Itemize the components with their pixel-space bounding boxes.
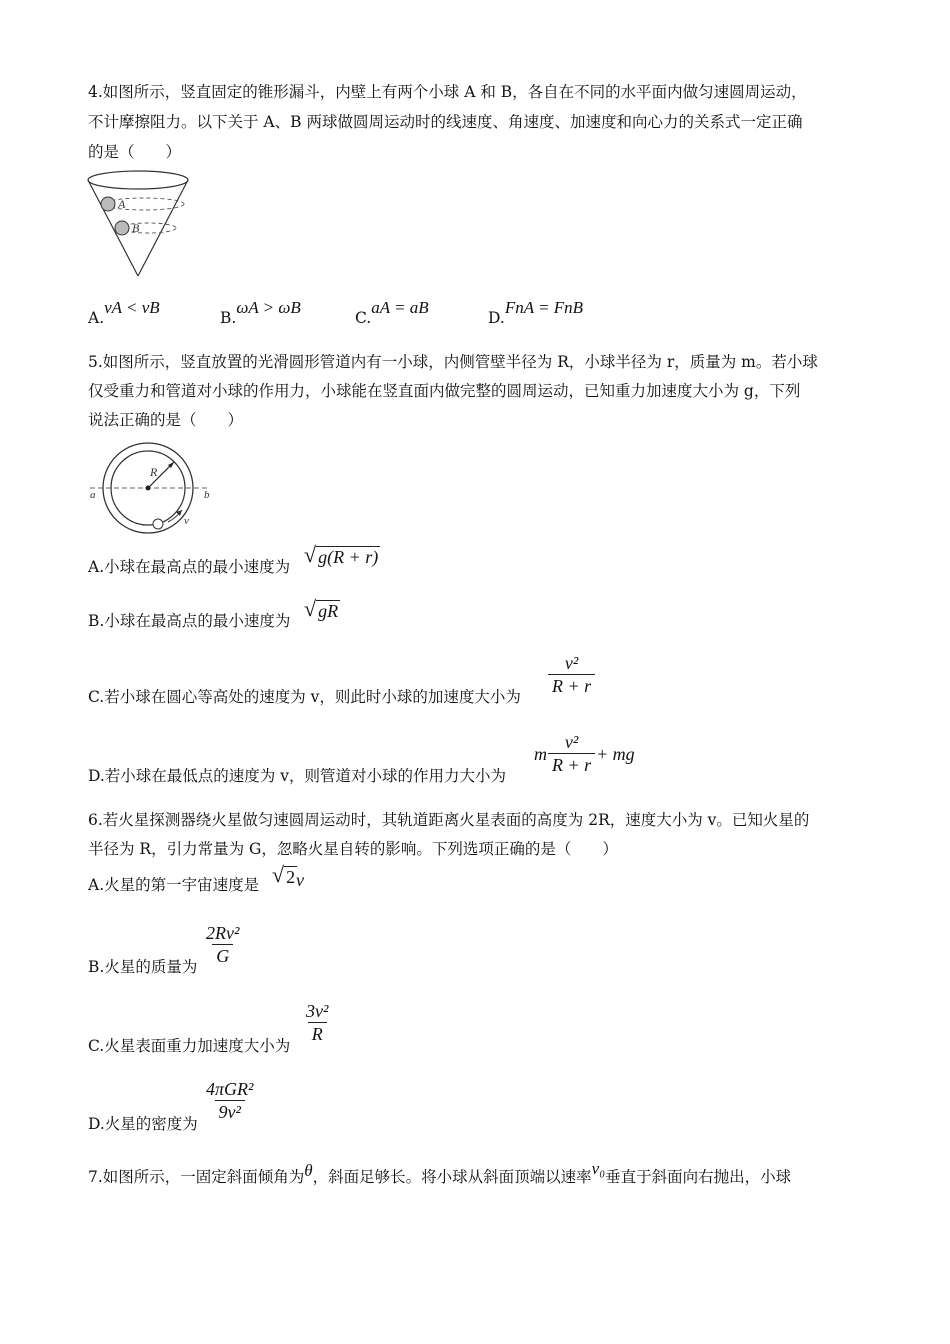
velocity-label: v <box>184 515 189 527</box>
q5-option-c-text: C.若小球在圆心等高处的速度为 v，则此时小球的加速度大小为 <box>88 688 521 706</box>
q6-option-d-fraction <box>202 1078 257 1123</box>
q6-option-a[interactable] <box>88 875 259 895</box>
q6-option-c-fraction <box>302 1000 332 1045</box>
q6-option-d-text: D.火星的密度为 <box>88 1115 198 1133</box>
ball-b-label: B <box>132 221 140 235</box>
q5-option-a-math: g(R + r) <box>318 547 379 567</box>
q4-option-c-math: aA = aB <box>371 298 429 317</box>
q5-option-b-text: B.小球在最高点的最小速度为 <box>88 612 291 630</box>
q4-text-line1: 4.如图所示，竖直固定的锥形漏斗，内壁上有两个小球 A 和 B，各自在不同的水平面内做匀速圆周运动， <box>88 83 807 101</box>
axis-a-label: a <box>90 489 96 501</box>
q4-option-a-math: vA < vB <box>104 298 160 317</box>
q6-option-a-sqrt: √ 2 <box>272 862 296 887</box>
q5-text-line2: 仅受重力和管道对小球的作用力，小球能在竖直面内做完整的圆周运动，已知重力加速度大小为 g，下列 <box>88 382 801 400</box>
q6-option-b-fraction <box>202 922 243 967</box>
q6-option-b[interactable] <box>88 957 197 977</box>
q6-option-b-text: B.火星的质量为 <box>88 958 198 976</box>
q5-text-line1: 5.如图所示，竖直放置的光滑圆形管道内有一小球，内侧管壁半径为 R，小球半径为 r，质量为 m。若小球 <box>88 353 818 371</box>
q5-option-b-math: gR <box>318 601 339 621</box>
q4-text-line3: 的是（ ） <box>88 143 182 161</box>
q7-theta: θ <box>304 1161 313 1180</box>
q5-option-a-text: A.小球在最高点的最小速度为 <box>88 558 291 576</box>
q5-option-a[interactable] <box>88 557 290 577</box>
q5-option-c-denominator: R + r <box>548 674 595 697</box>
q4-option-d[interactable] <box>488 298 584 328</box>
funnel-figure <box>86 168 192 280</box>
radius-label: R <box>150 465 158 479</box>
q6-option-c-numerator: 3v² <box>306 1001 329 1021</box>
q4-option-d-math: FnA = FnB <box>504 298 584 317</box>
q7-v0: v₀ <box>591 1159 606 1178</box>
q5-option-c-fraction <box>548 652 595 697</box>
q6-option-b-numerator: 2Rv² <box>206 923 240 943</box>
q5-option-b-sqrt: √ gR <box>304 596 339 621</box>
q7-text-part3: 垂直于斜面向右抛出，小球 <box>605 1168 792 1186</box>
q7-text-line1 <box>88 1159 792 1187</box>
axis-b-label: b <box>204 489 210 501</box>
q6-text-line1: 6.若火星探测器绕火星做匀速圆周运动时，其轨道距离火星表面的高度为 2R，速度大小为 v。已知火星的 <box>88 811 810 829</box>
q6-option-c-text: C.火星表面重力加速度大小为 <box>88 1037 291 1055</box>
q5-option-b[interactable] <box>88 611 290 631</box>
q7-text-part2: ，斜面足够长。将小球从斜面顶端以速率 <box>312 1168 592 1186</box>
q6-text-line2: 半径为 R，引力常量为 G，忽略火星自转的影响。下列选项正确的是（ ） <box>88 840 618 858</box>
q6-option-a-v: v <box>296 870 304 890</box>
q5-option-d[interactable] <box>88 766 506 786</box>
q5-option-d-tail: + mg <box>596 744 635 764</box>
q6-option-c[interactable] <box>88 1036 290 1056</box>
q4-text-line2: 不计摩擦阻力。以下关于 A、B 两球做圆周运动时的线速度、角速度、加速度和向心力的关系式一定正确 <box>88 113 803 131</box>
q6-option-a-text: A.火星的第一宇宙速度是 <box>88 876 260 894</box>
q5-option-c-numerator: v² <box>564 653 579 673</box>
q5-option-d-text: D.若小球在最低点的速度为 v，则管道对小球的作用力大小为 <box>88 767 506 785</box>
q4-option-b-letter: B. <box>220 309 237 327</box>
q7-text-part1: 7.如图所示，一固定斜面倾角为 <box>88 1168 305 1186</box>
q6-option-b-denominator: G <box>212 944 233 967</box>
q4-option-a[interactable] <box>88 298 160 328</box>
circular-pipe-figure <box>86 438 216 538</box>
q4-option-c[interactable] <box>355 298 429 328</box>
q4-option-d-letter: D. <box>488 309 505 327</box>
q6-option-d-numerator: 4πGR² <box>206 1079 254 1099</box>
q4-option-c-letter: C. <box>355 309 372 327</box>
q4-option-a-letter: A. <box>88 309 105 327</box>
q5-option-c[interactable] <box>88 687 521 707</box>
q6-option-a-math: 2 <box>286 867 296 887</box>
q5-option-d-fraction <box>548 731 595 776</box>
q5-text-line3: 说法正确的是（ ） <box>88 411 244 429</box>
q5-option-d-mass: m <box>534 744 547 764</box>
ball-a-label: A <box>118 197 126 211</box>
q5-option-d-numerator: v² <box>564 732 579 752</box>
q5-option-a-sqrt: √ g(R + r) <box>304 542 379 567</box>
q6-option-c-denominator: R <box>308 1022 327 1045</box>
q4-option-b[interactable] <box>220 298 301 328</box>
q5-option-d-denominator: R + r <box>548 753 595 776</box>
q4-option-b-math: ωA > ωB <box>236 298 301 317</box>
q6-option-d[interactable] <box>88 1114 198 1134</box>
q6-option-d-denominator: 9v² <box>215 1100 245 1123</box>
